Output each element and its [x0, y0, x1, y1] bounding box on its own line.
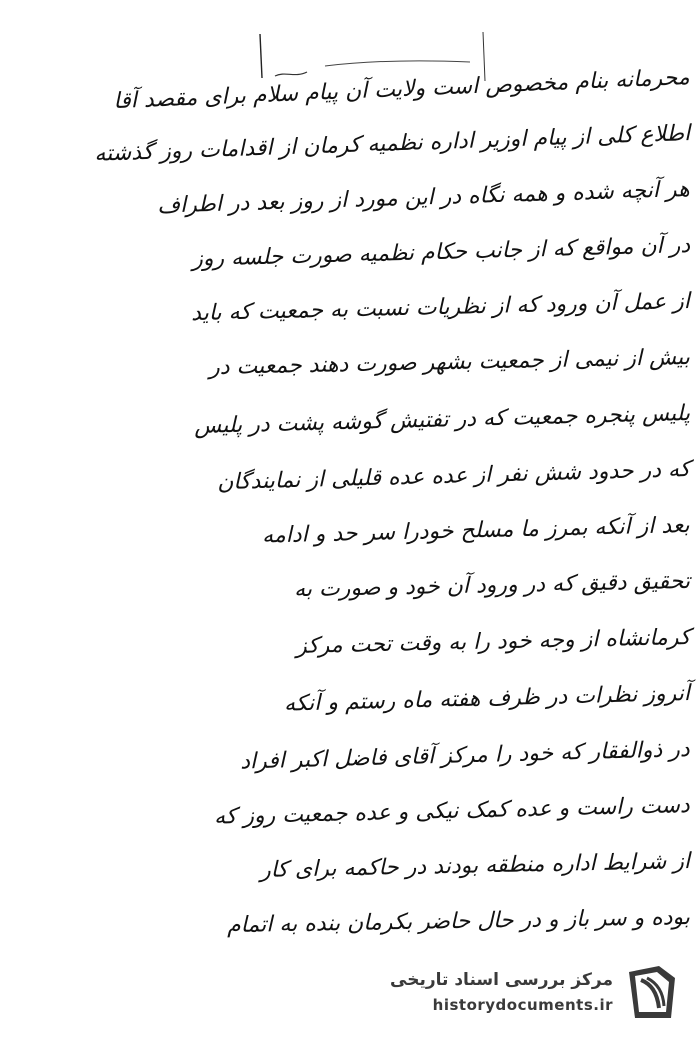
manuscript-line: تحقیق دقیق که در ورود آن خود و صورت به	[293, 569, 691, 603]
manuscript-line: کرمانشاه از وجه خود را به وقت تحت مرکز	[295, 625, 691, 659]
manuscript-line: پلیس پنجره جمعیت که در تفتیش گوشه پشت در پلیس	[193, 401, 691, 439]
manuscript-line: محرمانه بنام مخصوص است ولایت آن پیام سلام برای مقصد آقا	[113, 65, 691, 115]
manuscript-line: از عمل آن ورود که از نظریات نسبت به جمعیت که باید	[191, 289, 691, 327]
folded-document-icon	[621, 962, 681, 1022]
handwritten-letter-body	[50, 55, 691, 939]
manuscript-line: بوده و سر باز و در حال حاضر بکرمان بنده به اتمام	[226, 905, 691, 939]
manuscript-line: در آن مواقع که از جانب حکام نظمیه صورت جلسه روز	[191, 233, 691, 272]
archive-watermark	[390, 962, 681, 1026]
manuscript-line: که در حدود شش نفر از عده عده قلیلی از نمایندگان	[216, 457, 691, 496]
manuscript-line: از شرایط اداره منطقه بودند در حاکمه برای کار	[259, 849, 691, 884]
watermark-org-name: مرکز بررسی اسناد تاریخی	[390, 970, 613, 990]
manuscript-line: در ذوالفقار که خود را مرکز آقای فاضل اکبر افراد	[240, 737, 691, 775]
watermark-site-url: historydocuments.ir	[432, 996, 613, 1014]
manuscript-line: دست راست و عده کمک نیکی و عده جمعیت روز که	[214, 793, 691, 830]
manuscript-line: آنروز نظرات در ظرف هفته ماه رستم و آنکه	[283, 681, 691, 717]
manuscript-line: اطلاع کلی از پیام اوزیر اداره نظمیه کرمان از اقدامات روز گذشته	[93, 121, 691, 167]
manuscript-line: بعد از آنکه بمرز ما مسلح خودرا سر حد و ادامه	[262, 513, 691, 549]
manuscript-line: هر آنچه شده و همه نگاه در این مورد از روز بعد در اطراف	[157, 177, 691, 219]
manuscript-line: بیش از نیمی از جمعیت بشهر صورت دهند جمعیت در	[209, 345, 691, 381]
